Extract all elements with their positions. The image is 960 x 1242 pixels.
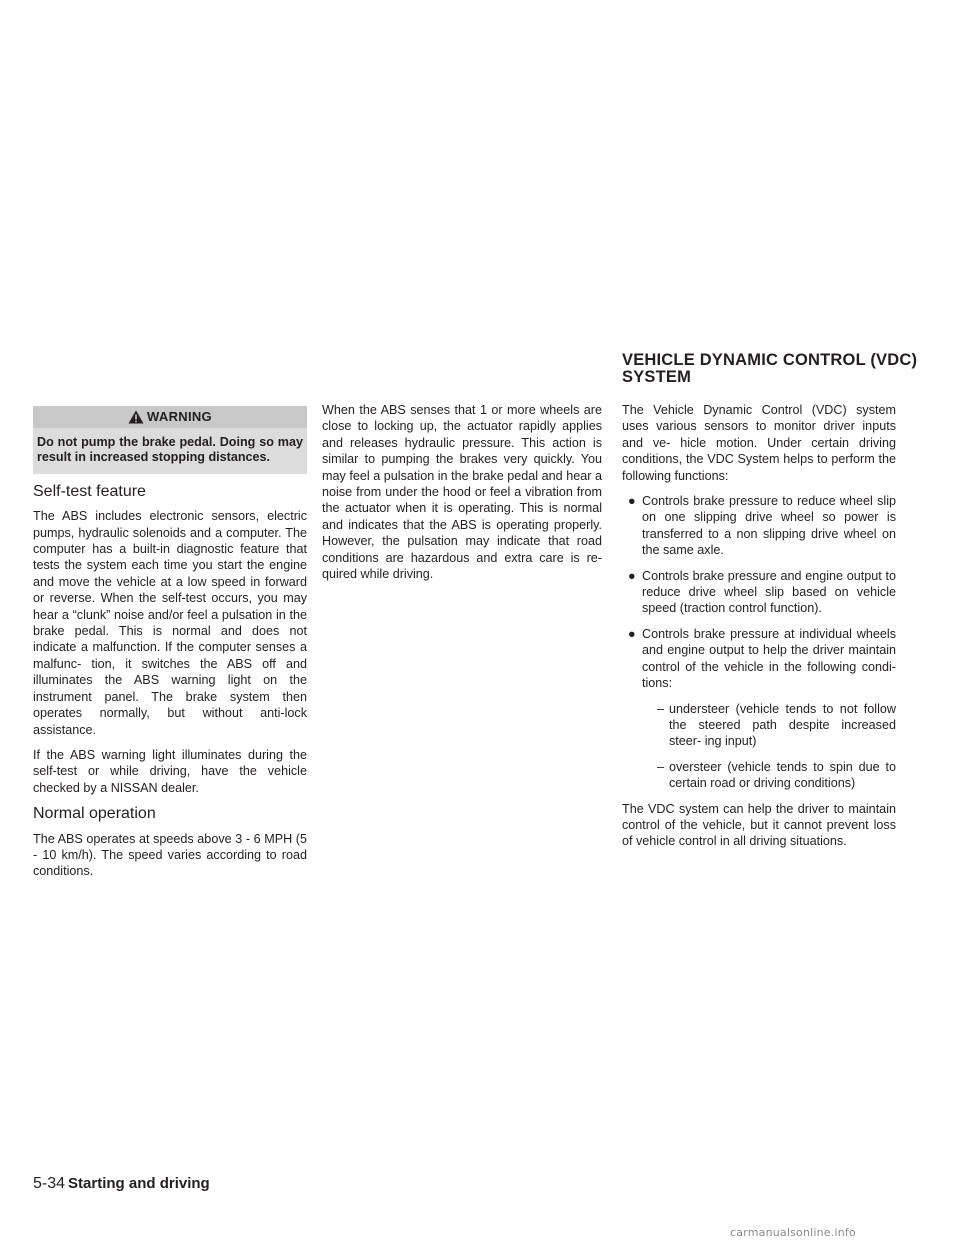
warning-text: Do not pump the brake pedal. Doing so may result in increased stopping distances.	[37, 435, 303, 465]
page-footer	[33, 1175, 210, 1193]
vdc-subitem-text: understeer (vehicle tends to not follow the steered path despite increased steer- ing input)	[669, 701, 896, 749]
vdc-bullet-text: Controls brake pressure at individual wheels and engine output to help the driver maintain control of the vehicle in the following condi- tions:	[642, 626, 896, 691]
bullet-icon: ●	[628, 494, 636, 509]
vdc-intro: The Vehicle Dynamic Control (VDC) system uses various sensors to monitor driver inputs and ve- hicle motion. Under certain driving conditions, the VDC System helps to perform the following functions:	[622, 403, 896, 483]
warning-box	[33, 406, 307, 474]
warning-header	[33, 406, 307, 428]
column-left	[33, 406, 307, 889]
self-test-heading: Self-test feature	[33, 482, 146, 500]
self-test-paragraph-2: If the ABS warning light illuminates during the self-test or while driving, have the vehicle checked by a NISSAN dealer.	[33, 747, 307, 795]
column-right	[622, 402, 896, 859]
section-title: VEHICLE DYNAMIC CONTROL (VDC) SYSTEM	[622, 351, 918, 386]
vdc-subitem	[622, 759, 896, 792]
page-number: 5-34	[33, 1175, 66, 1192]
self-test-paragraph-1: The ABS includes electronic sensors, electric pumps, hydraulic solenoids and a computer. The computer has a built-in diagnostic feature that tests the system each time you start the engine and move the vehicle at a low speed in forward or reverse. When the self-test occurs, you may hear a “clunk” noise and/or feel a pulsation in the brake pedal. This is normal and does not indicate a malfunction. If the computer senses a malfunc- tion, it switches the ABS off and illuminates the ABS warning light on the instrument panel. The brake system then operates normally, but without anti-lock assistance.	[33, 509, 307, 737]
normal-operation-heading: Normal operation	[33, 805, 156, 823]
watermark: carmanualsonline.info	[730, 1226, 856, 1239]
bullet-icon: ●	[628, 568, 636, 583]
column-middle	[322, 402, 602, 591]
vdc-bullet-text: Controls brake pressure and engine output to reduce drive wheel slip based on vehicle speed (traction control function).	[642, 568, 896, 616]
dash-mark: –	[657, 701, 665, 716]
normal-operation-paragraph-2: When the ABS senses that 1 or more wheels are close to locking up, the actuator rapidly applies and releases hydraulic pressure. This action is similar to pumping the brakes very quickly. You may feel a pulsation in the brake pedal and hear a noise from under the hood or feel a vibration from the actuator when it is operating. This is normal and indicates that the ABS is operating properly. However, the pulsation may indicate that road conditions are hazardous and extra care is re- quired while driving.	[322, 403, 602, 582]
chapter-title: Starting and driving	[68, 1175, 210, 1192]
vdc-bullet-item	[622, 626, 896, 692]
dash-mark: –	[657, 759, 665, 774]
normal-operation-paragraph-1: The ABS operates at speeds above 3 - 6 MPH (5 - 10 km/h). The speed varies according to road conditions.	[33, 831, 307, 879]
vdc-bullet-item	[622, 568, 896, 617]
warning-triangle-icon	[128, 410, 144, 424]
vdc-bullet-text: Controls brake pressure to reduce wheel slip on one slipping drive wheel so power is transferred to a non slipping drive wheel on the same axle.	[642, 494, 896, 558]
bullet-icon: ●	[628, 626, 636, 641]
vdc-subitem	[622, 701, 896, 750]
warning-label: WARNING	[147, 408, 212, 424]
vdc-bullet-item	[622, 493, 896, 559]
vdc-closing: The VDC system can help the driver to maintain control of the vehicle, but it cannot prevent loss of vehicle control in all driving situations.	[622, 801, 896, 849]
vdc-subitem-text: oversteer (vehicle tends to spin due to certain road or driving conditions)	[669, 759, 896, 791]
